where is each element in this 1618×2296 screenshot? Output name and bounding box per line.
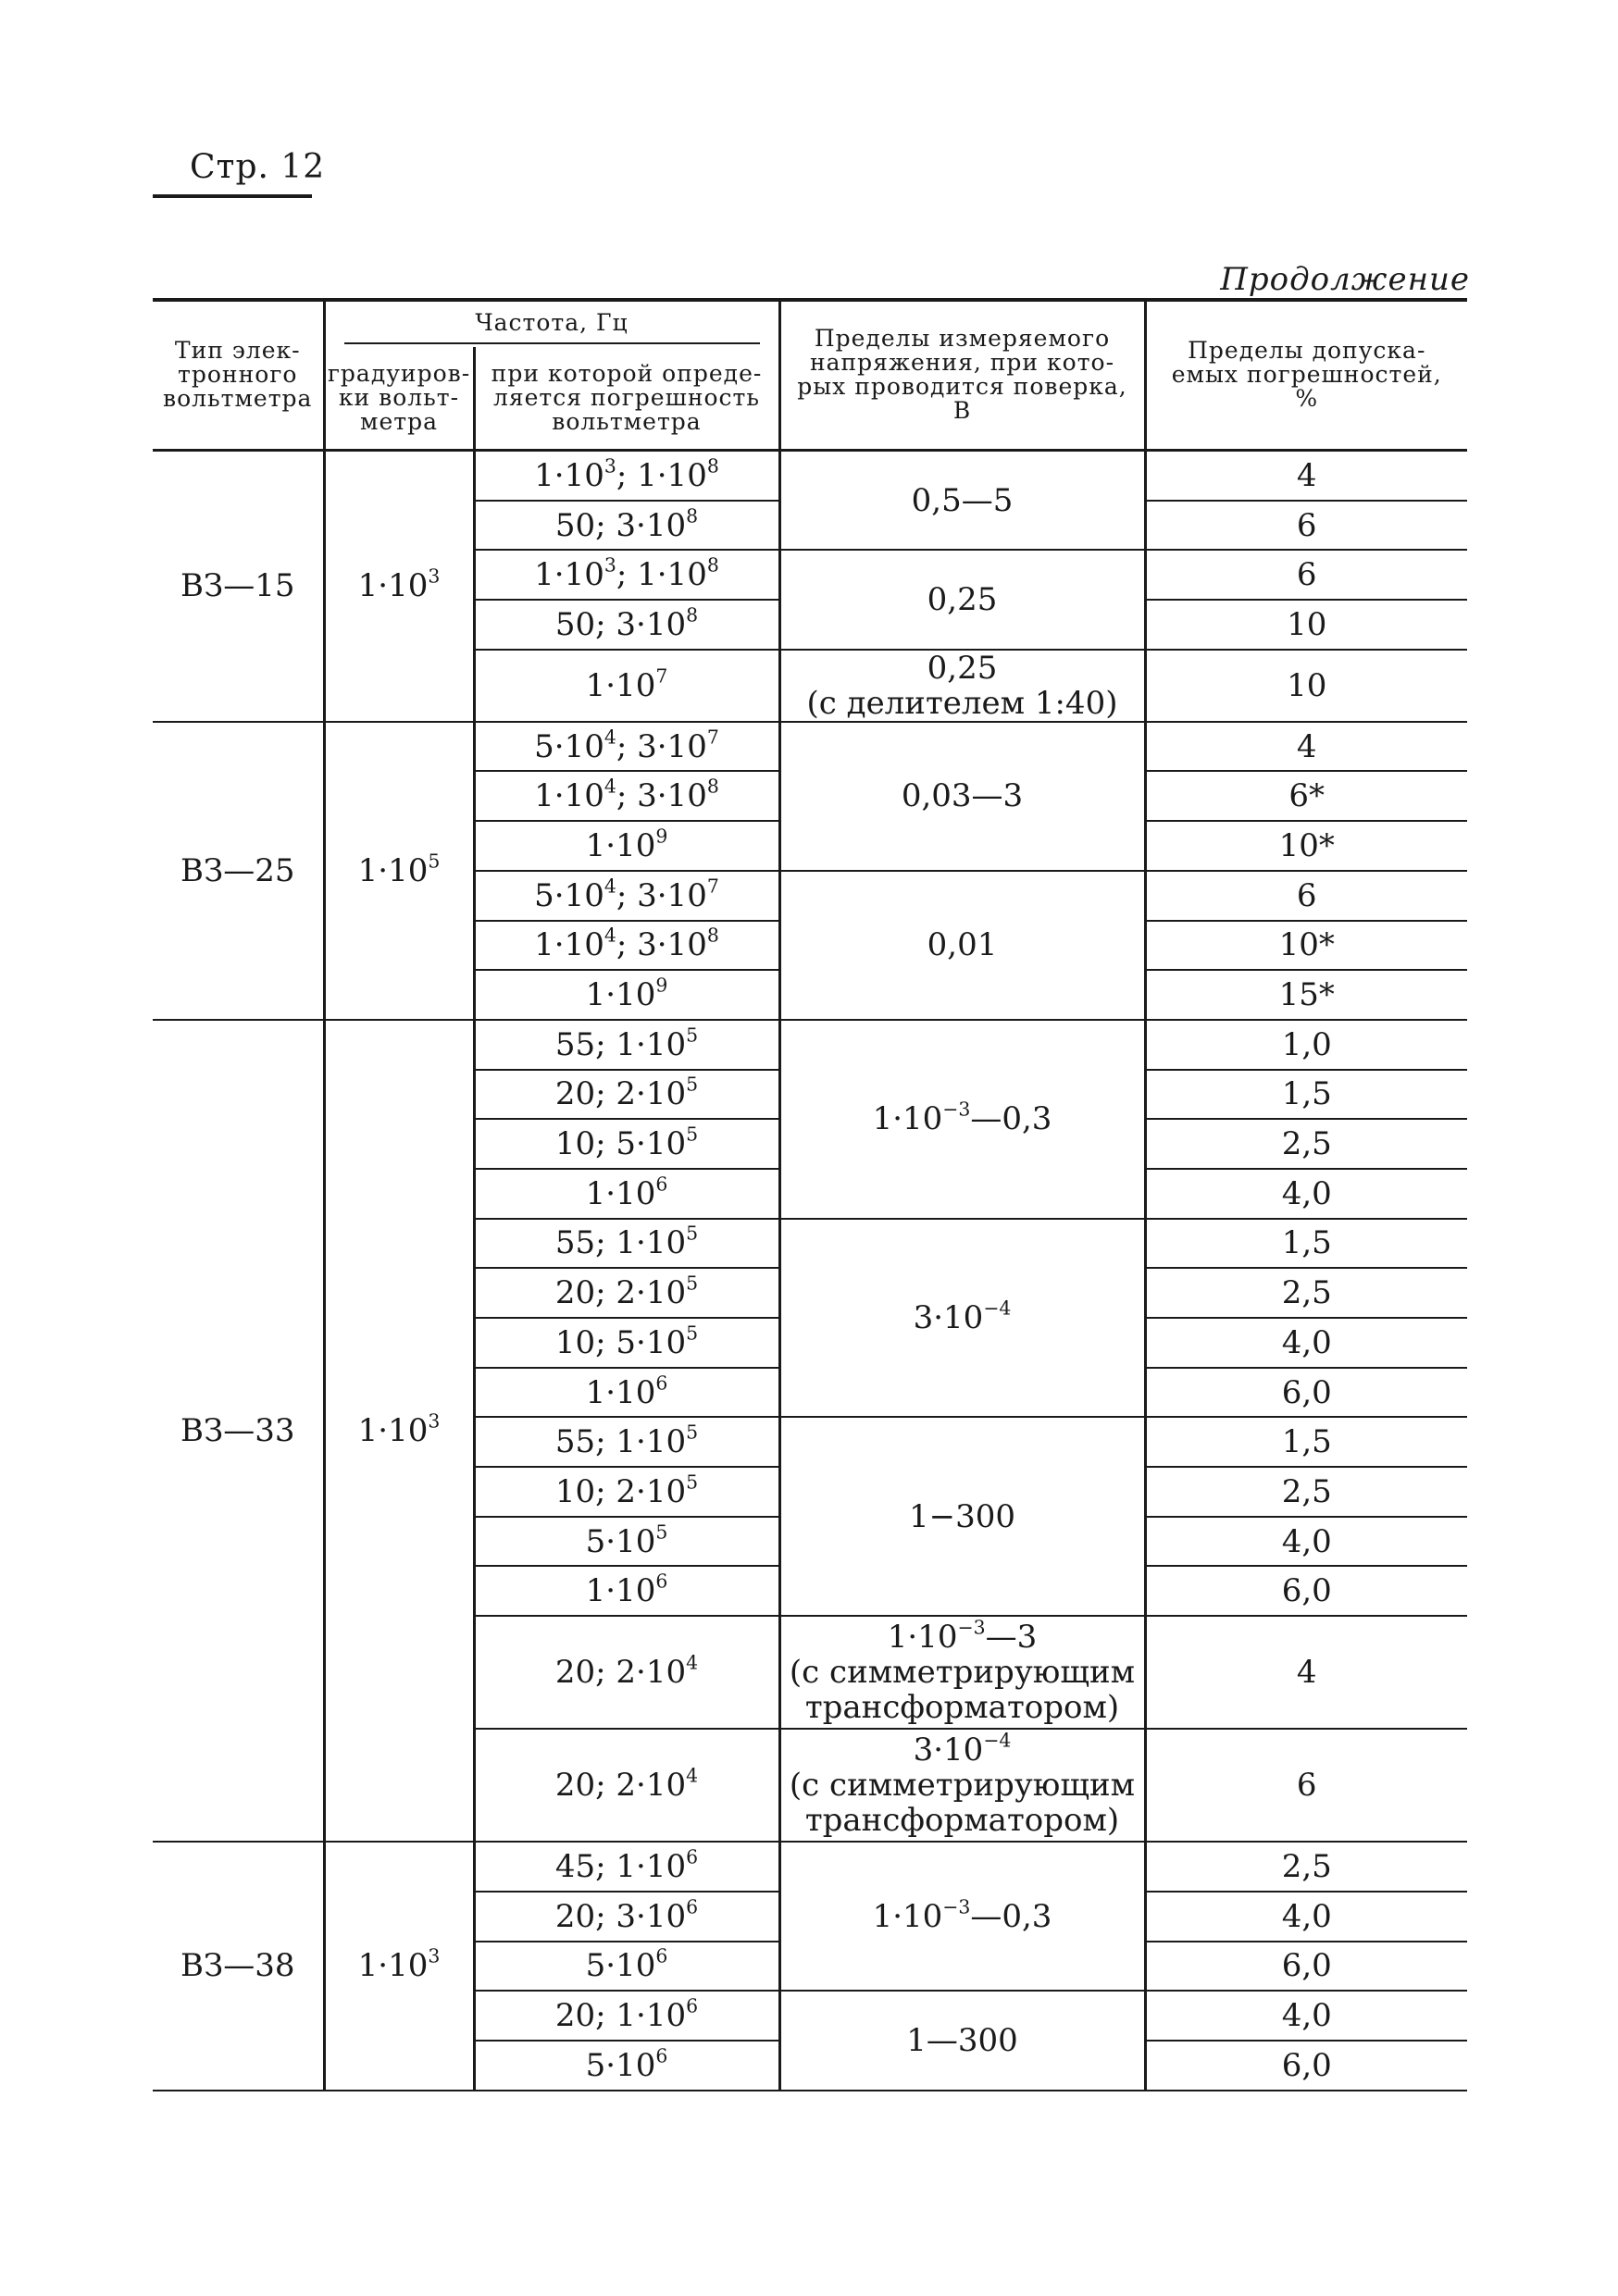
test-frequency: $1\cdot 10^7$: [474, 650, 779, 722]
test-frequency: $5\cdot 10^5$: [474, 1517, 779, 1567]
allowed-error: 1,5: [1145, 1070, 1467, 1120]
voltage-limits: 0,03—3: [779, 722, 1145, 871]
allowed-error: 2,5: [1145, 1119, 1467, 1169]
verification-table: [153, 301, 1467, 2091]
continuation-label: Продолжение: [1220, 261, 1470, 298]
test-frequency: $1\cdot 10^6$: [474, 1169, 779, 1219]
test-frequency: $1\cdot 10^9$: [474, 821, 779, 871]
voltmeter-type: ВЗ—38: [153, 1842, 324, 2090]
allowed-error: 1,5: [1145, 1219, 1467, 1269]
voltage-limits: 0,01: [779, 871, 1145, 1020]
allowed-error: 4: [1145, 451, 1467, 501]
allowed-error: 4,0: [1145, 1318, 1467, 1368]
test-frequency: $5\cdot 10^6$: [474, 2041, 779, 2091]
test-frequency: 55; $1\cdot 10^5$: [474, 1020, 779, 1070]
table: [153, 301, 1467, 2091]
test-frequency: $1\cdot 10^4$; $3\cdot 10^8$: [474, 771, 779, 821]
allowed-error: 4,0: [1145, 1892, 1467, 1942]
header-frequency-grad: градуиров- ки вольт- метра: [324, 347, 474, 450]
page-number: Стр. 12: [190, 148, 326, 186]
allowed-error: 2,5: [1145, 1467, 1467, 1517]
test-frequency: $1\cdot 10^6$: [474, 1368, 779, 1418]
test-frequency: $5\cdot 10^4$; $3\cdot 10^7$: [474, 722, 779, 772]
table-row: [153, 1842, 1467, 1892]
allowed-error: 1,0: [1145, 1020, 1467, 1070]
header-frequency-label: Частота, Гц: [475, 309, 629, 337]
allowed-error: 4,0: [1145, 1517, 1467, 1567]
voltmeter-type: ВЗ—15: [153, 451, 324, 722]
table-row: [153, 1020, 1467, 1070]
graduation-frequency: $1\cdot 10^3$: [324, 1842, 474, 2090]
test-frequency: 10; $5\cdot 10^5$: [474, 1318, 779, 1368]
allowed-error: 10*: [1145, 921, 1467, 971]
voltage-limits: $3\cdot 10^{-4}$: [779, 1219, 1145, 1418]
header-limits: Пределы измеряемого напряжения, при кото- рых проводится поверка, В: [779, 301, 1145, 451]
voltage-limits: 0,5—5: [779, 451, 1145, 551]
graduation-frequency: $1\cdot 10^3$: [324, 1020, 474, 1842]
allowed-error: 6: [1145, 550, 1467, 600]
test-frequency: $1\cdot 10^3$; $1\cdot 10^8$: [474, 451, 779, 501]
allowed-error: 2,5: [1145, 1842, 1467, 1892]
allowed-error: 10: [1145, 600, 1467, 650]
allowed-error: 4,0: [1145, 1991, 1467, 2041]
voltage-limits: $3\cdot 10^{-4}$ (с симметрирующим трансформатором): [779, 1729, 1145, 1842]
test-frequency: 20; $2\cdot 10^5$: [474, 1070, 779, 1120]
header-frequency-rule: [344, 342, 760, 344]
allowed-error: 4,0: [1145, 1169, 1467, 1219]
allowed-error: 6,0: [1145, 1368, 1467, 1418]
graduation-frequency: $1\cdot 10^3$: [324, 451, 474, 722]
test-frequency: $5\cdot 10^6$: [474, 1942, 779, 1992]
allowed-error: 6*: [1145, 771, 1467, 821]
voltage-limits: $1\cdot 10^{-3}—3$ (с симметрирующим трансформатором): [779, 1616, 1145, 1729]
test-frequency: 10; $5\cdot 10^5$: [474, 1119, 779, 1169]
table-row: [153, 451, 1467, 501]
header-frequency-err: при которой опреде- ляется погрешность вольтметра: [474, 347, 779, 450]
test-frequency: 50; $3\cdot 10^8$: [474, 600, 779, 650]
voltage-limits: 0,25: [779, 550, 1145, 649]
allowed-error: 6,0: [1145, 2041, 1467, 2091]
table-row: [153, 722, 1467, 772]
test-frequency: 20; $2\cdot 10^4$: [474, 1616, 779, 1729]
test-frequency: 20; $1\cdot 10^6$: [474, 1991, 779, 2041]
test-frequency: 10; $2\cdot 10^5$: [474, 1467, 779, 1517]
header-errors: Пределы допуска- емых погрешностей, %: [1145, 301, 1467, 451]
test-frequency: $1\cdot 10^3$; $1\cdot 10^8$: [474, 550, 779, 600]
page-number-underline: [153, 194, 312, 198]
test-frequency: 45; $1\cdot 10^6$: [474, 1842, 779, 1892]
allowed-error: 6: [1145, 1729, 1467, 1842]
allowed-error: 15*: [1145, 970, 1467, 1020]
test-frequency: 20; $2\cdot 10^5$: [474, 1268, 779, 1318]
allowed-error: 6: [1145, 871, 1467, 921]
allowed-error: 10*: [1145, 821, 1467, 871]
voltmeter-type: ВЗ—25: [153, 722, 324, 1020]
test-frequency: $1\cdot 10^4$; $3\cdot 10^8$: [474, 921, 779, 971]
test-frequency: $1\cdot 10^6$: [474, 1566, 779, 1616]
allowed-error: 6: [1145, 501, 1467, 551]
graduation-frequency: $1\cdot 10^5$: [324, 722, 474, 1020]
test-frequency: $5\cdot 10^4$; $3\cdot 10^7$: [474, 871, 779, 921]
voltage-limits: 1−300: [779, 1417, 1145, 1616]
allowed-error: 2,5: [1145, 1268, 1467, 1318]
voltage-limits: 0,25 (с делителем 1:40): [779, 650, 1145, 722]
test-frequency: 20; $2\cdot 10^4$: [474, 1729, 779, 1842]
voltmeter-type: ВЗ—33: [153, 1020, 324, 1842]
voltage-limits: $1\cdot 10^{-3}—0,3$: [779, 1020, 1145, 1219]
header-frequency: [324, 301, 779, 347]
test-frequency: 20; $3\cdot 10^6$: [474, 1892, 779, 1942]
test-frequency: $1\cdot 10^9$: [474, 970, 779, 1020]
test-frequency: 50; $3\cdot 10^8$: [474, 501, 779, 551]
allowed-error: 6,0: [1145, 1566, 1467, 1616]
header-type: Тип элек- тронного вольтметра: [153, 301, 324, 451]
allowed-error: 6,0: [1145, 1942, 1467, 1992]
voltage-limits: 1—300: [779, 1991, 1145, 2090]
test-frequency: 55; $1\cdot 10^5$: [474, 1417, 779, 1467]
allowed-error: 1,5: [1145, 1417, 1467, 1467]
allowed-error: 10: [1145, 650, 1467, 722]
allowed-error: 4: [1145, 1616, 1467, 1729]
table-body: [153, 451, 1467, 2091]
allowed-error: 4: [1145, 722, 1467, 772]
test-frequency: 55; $1\cdot 10^5$: [474, 1219, 779, 1269]
voltage-limits: $1\cdot 10^{-3}—0,3$: [779, 1842, 1145, 1991]
